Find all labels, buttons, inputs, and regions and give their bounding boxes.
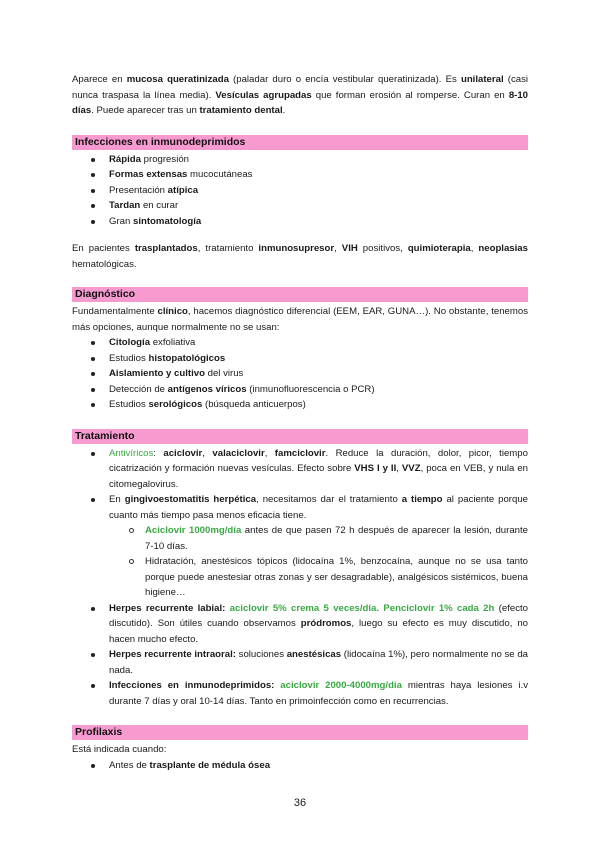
page-content (72, 72, 528, 773)
trat-list (72, 446, 528, 710)
list-item: Detección de antígenos víricos (inmunofluorescencia o PCR) (72, 382, 528, 398)
diag-paragraph: Fundamentalmente clínico, hacemos diagnóstico diferencial (EEM, EAR, GUNA…). No obstante, tenemos más opciones, aunque normalmente no se usan: (72, 306, 529, 333)
section-heading-diagnostico: Diagnóstico (72, 287, 528, 302)
section-heading-inmunodeprimidos: Infecciones en inmunodeprimidos (72, 135, 528, 150)
intro-paragraph: Aparece en mucosa queratinizada (paladar duro o encía vestibular queratinizada). Es unilateral (casi nunca traspasa la línea media). Vesículas agrupadas que forman erosión al romperse. Curan en 8-10 días. Puede aparecer tras un tratamiento dental. (72, 74, 529, 116)
sub-list-item: Aciclovir 1000mg/día antes de que pasen 72 h después de aparecer la lesión, durante 7-10 días. (109, 523, 528, 554)
trat-sublist (109, 523, 528, 601)
list-item: Citología exfoliativa (72, 335, 528, 351)
prof-paragraph: Está indicada cuando: (72, 744, 167, 755)
diag-list (72, 335, 528, 413)
prof-list (72, 758, 528, 774)
list-item: Infecciones en inmunodeprimidos: aciclovir 2000-4000mg/día mientras haya lesiones i.v durante 7 días y oral 10-14 días. Tanto en primoinfección como en recurrencias. (72, 678, 528, 709)
list-item: Presentación atípica (72, 183, 528, 199)
inmuno-paragraph: En pacientes trasplantados, tratamiento inmunosupresor, VIH positivos, quimioterapia, neoplasias hematológicas. (72, 243, 528, 270)
list-item: Estudios serológicos (búsqueda anticuerpos) (72, 397, 528, 413)
list-item: Gran sintomatología (72, 214, 528, 230)
list-item: Tardan en curar (72, 198, 528, 214)
list-item: En gingivoestomatitis herpética, necesitamos dar el tratamiento a tiempo al paciente porque cuanto más tiempo pasa menos eficacia tiene. Aciclovir 1000mg/día antes de que pasen 72 h después de aparecer la lesión, durante 7-10 días. Hidratación, anestésicos tópicos (lidocaína 1%, benzocaína, aunque no se usa tanto porque puede anestesiar otras zonas y ser desagradable), analgésicos sistémicos, buena higiene… (72, 492, 528, 601)
section-heading-tratamiento: Tratamiento (72, 429, 528, 444)
list-item: Formas extensas mucocutáneas (72, 167, 528, 183)
list-item: Aislamiento y cultivo del virus (72, 366, 528, 382)
inmuno-list (72, 152, 528, 230)
list-item: Herpes recurrente intraoral: soluciones anestésicas (lidocaína 1%), pero normalmente no se da nada. (72, 647, 528, 678)
list-item: Herpes recurrente labial: aciclovir 5% crema 5 veces/día. Penciclovir 1% cada 2h (efecto discutido). Son útiles cuando observamos pródromos, luego su efecto es muy discutido, no hacen mucho efecto. (72, 601, 528, 648)
list-item: Rápida progresión (72, 152, 528, 168)
page-number: 36 (293, 797, 307, 809)
list-item: Estudios histopatológicos (72, 351, 528, 367)
list-item: Antes de trasplante de médula ósea (72, 758, 528, 774)
list-item: Antivíricos: aciclovir, valaciclovir, famciclovir. Reduce la duración, dolor, picor, tiempo cicatrización y formación nuevas vesículas. Efecto sobre VHS I y II, VVZ, poca en VEB, y nula en citomegalovirus. (72, 446, 528, 493)
sub-list-item: Hidratación, anestésicos tópicos (lidocaína 1%, benzocaína, aunque no se usa tanto porque puede anestesiar otras zonas y ser desagradable), analgésicos sistémicos, buena higiene… (109, 554, 528, 601)
section-heading-profilaxis: Profilaxis (72, 725, 528, 740)
